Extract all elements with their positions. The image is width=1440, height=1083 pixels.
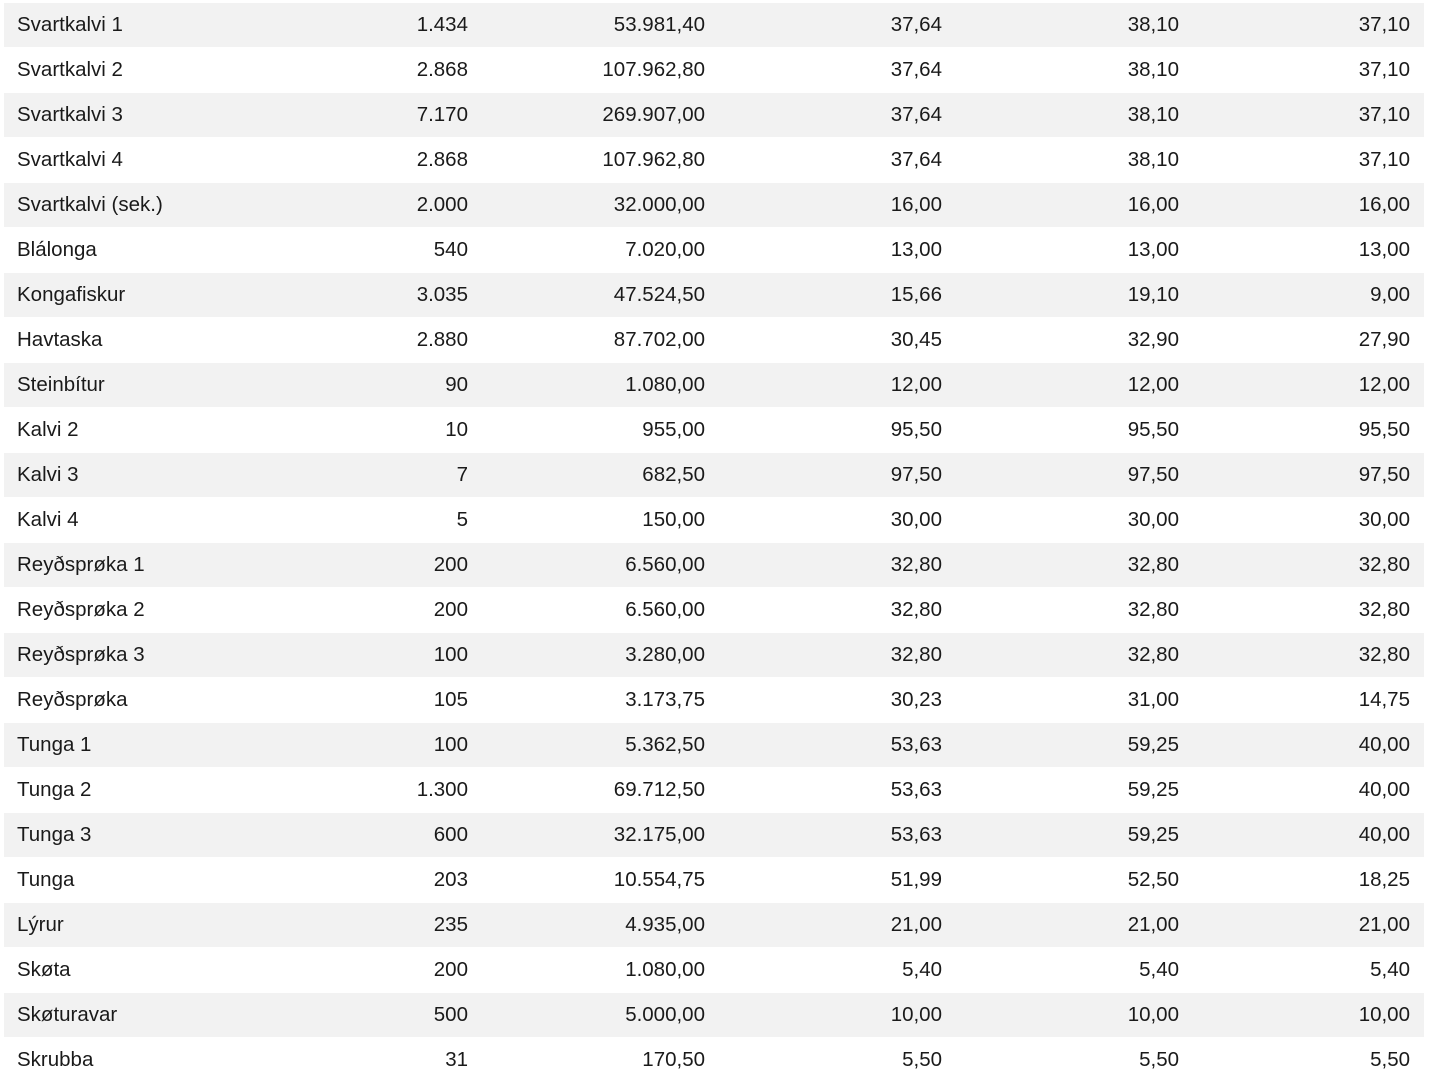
lowest-price-cell: 97,50 [1179,453,1424,498]
table-row [4,498,1424,543]
total-value-cell: 3.280,00 [468,633,705,678]
highest-price-cell: 16,00 [942,183,1179,228]
species-cell: Tunga 3 [4,813,334,858]
lowest-price-cell: 5,40 [1179,948,1424,993]
species-cell: Kongafiskur [4,273,334,318]
table-row [4,453,1424,498]
quantity-cell: 90 [334,363,468,408]
total-value-cell: 10.554,75 [468,858,705,903]
highest-price-cell: 59,25 [942,768,1179,813]
average-price-cell: 12,00 [705,363,942,408]
quantity-cell: 1.434 [334,3,468,48]
species-cell: Svartkalvi 4 [4,138,334,183]
total-value-cell: 1.080,00 [468,948,705,993]
highest-price-cell: 38,10 [942,138,1179,183]
species-cell: Lýrur [4,903,334,948]
total-value-cell: 3.173,75 [468,678,705,723]
highest-price-cell: 38,10 [942,3,1179,48]
quantity-cell: 500 [334,993,468,1038]
average-price-cell: 53,63 [705,813,942,858]
total-value-cell: 170,50 [468,1038,705,1083]
highest-price-cell: 21,00 [942,903,1179,948]
lowest-price-cell: 18,25 [1179,858,1424,903]
species-cell: Svartkalvi (sek.) [4,183,334,228]
quantity-cell: 235 [334,903,468,948]
species-cell: Svartkalvi 3 [4,93,334,138]
lowest-price-cell: 32,80 [1179,588,1424,633]
average-price-cell: 32,80 [705,588,942,633]
lowest-price-cell: 95,50 [1179,408,1424,453]
lowest-price-cell: 5,50 [1179,1038,1424,1083]
species-cell: Skøturavar [4,993,334,1038]
species-cell: Reyðsprøka 3 [4,633,334,678]
table-row [4,318,1424,363]
average-price-cell: 53,63 [705,768,942,813]
table-row [4,138,1424,183]
total-value-cell: 5.362,50 [468,723,705,768]
lowest-price-cell: 37,10 [1179,138,1424,183]
table-row [4,1038,1424,1083]
table-row [4,723,1424,768]
average-price-cell: 30,00 [705,498,942,543]
lowest-price-cell: 27,90 [1179,318,1424,363]
species-cell: Reyðsprøka 2 [4,588,334,633]
table-row [4,3,1424,48]
lowest-price-cell: 32,80 [1179,633,1424,678]
highest-price-cell: 32,80 [942,588,1179,633]
quantity-cell: 200 [334,588,468,633]
highest-price-cell: 59,25 [942,723,1179,768]
highest-price-cell: 52,50 [942,858,1179,903]
quantity-cell: 200 [334,948,468,993]
average-price-cell: 10,00 [705,993,942,1038]
species-cell: Tunga [4,858,334,903]
highest-price-cell: 38,10 [942,93,1179,138]
highest-price-cell: 30,00 [942,498,1179,543]
lowest-price-cell: 10,00 [1179,993,1424,1038]
average-price-cell: 37,64 [705,93,942,138]
species-cell: Kalvi 3 [4,453,334,498]
price-table-body [4,3,1424,1083]
total-value-cell: 955,00 [468,408,705,453]
lowest-price-cell: 12,00 [1179,363,1424,408]
species-cell: Kalvi 4 [4,498,334,543]
quantity-cell: 31 [334,1038,468,1083]
quantity-cell: 7 [334,453,468,498]
total-value-cell: 150,00 [468,498,705,543]
lowest-price-cell: 9,00 [1179,273,1424,318]
highest-price-cell: 5,50 [942,1038,1179,1083]
highest-price-cell: 19,10 [942,273,1179,318]
species-cell: Reyðsprøka [4,678,334,723]
quantity-cell: 2.868 [334,48,468,93]
species-cell: Reyðsprøka 1 [4,543,334,588]
highest-price-cell: 95,50 [942,408,1179,453]
average-price-cell: 53,63 [705,723,942,768]
total-value-cell: 269.907,00 [468,93,705,138]
total-value-cell: 107.962,80 [468,48,705,93]
quantity-cell: 105 [334,678,468,723]
total-value-cell: 1.080,00 [468,363,705,408]
average-price-cell: 51,99 [705,858,942,903]
highest-price-cell: 38,10 [942,48,1179,93]
highest-price-cell: 13,00 [942,228,1179,273]
total-value-cell: 682,50 [468,453,705,498]
highest-price-cell: 12,00 [942,363,1179,408]
average-price-cell: 37,64 [705,138,942,183]
species-cell: Steinbítur [4,363,334,408]
average-price-cell: 32,80 [705,633,942,678]
quantity-cell: 203 [334,858,468,903]
average-price-cell: 37,64 [705,3,942,48]
quantity-cell: 2.868 [334,138,468,183]
highest-price-cell: 32,80 [942,543,1179,588]
lowest-price-cell: 40,00 [1179,768,1424,813]
average-price-cell: 95,50 [705,408,942,453]
lowest-price-cell: 32,80 [1179,543,1424,588]
total-value-cell: 69.712,50 [468,768,705,813]
table-row [4,183,1424,228]
lowest-price-cell: 21,00 [1179,903,1424,948]
species-cell: Skøta [4,948,334,993]
species-cell: Kalvi 2 [4,408,334,453]
price-table-container [4,3,1424,1083]
lowest-price-cell: 37,10 [1179,93,1424,138]
highest-price-cell: 97,50 [942,453,1179,498]
table-row [4,273,1424,318]
lowest-price-cell: 40,00 [1179,723,1424,768]
lowest-price-cell: 30,00 [1179,498,1424,543]
highest-price-cell: 10,00 [942,993,1179,1038]
highest-price-cell: 32,80 [942,633,1179,678]
quantity-cell: 2.880 [334,318,468,363]
table-row [4,633,1424,678]
price-table [4,3,1424,1083]
average-price-cell: 32,80 [705,543,942,588]
lowest-price-cell: 13,00 [1179,228,1424,273]
table-row [4,408,1424,453]
quantity-cell: 1.300 [334,768,468,813]
species-cell: Tunga 1 [4,723,334,768]
species-cell: Blálonga [4,228,334,273]
species-cell: Svartkalvi 1 [4,3,334,48]
quantity-cell: 540 [334,228,468,273]
total-value-cell: 7.020,00 [468,228,705,273]
species-cell: Svartkalvi 2 [4,48,334,93]
quantity-cell: 5 [334,498,468,543]
average-price-cell: 37,64 [705,48,942,93]
table-row [4,858,1424,903]
average-price-cell: 13,00 [705,228,942,273]
total-value-cell: 6.560,00 [468,588,705,633]
lowest-price-cell: 16,00 [1179,183,1424,228]
quantity-cell: 600 [334,813,468,858]
total-value-cell: 32.000,00 [468,183,705,228]
average-price-cell: 30,45 [705,318,942,363]
lowest-price-cell: 40,00 [1179,813,1424,858]
total-value-cell: 6.560,00 [468,543,705,588]
table-row [4,993,1424,1038]
average-price-cell: 21,00 [705,903,942,948]
quantity-cell: 10 [334,408,468,453]
quantity-cell: 100 [334,723,468,768]
species-cell: Tunga 2 [4,768,334,813]
quantity-cell: 2.000 [334,183,468,228]
total-value-cell: 5.000,00 [468,993,705,1038]
average-price-cell: 5,40 [705,948,942,993]
total-value-cell: 4.935,00 [468,903,705,948]
total-value-cell: 53.981,40 [468,3,705,48]
lowest-price-cell: 37,10 [1179,3,1424,48]
lowest-price-cell: 37,10 [1179,48,1424,93]
highest-price-cell: 59,25 [942,813,1179,858]
quantity-cell: 3.035 [334,273,468,318]
table-row [4,543,1424,588]
total-value-cell: 87.702,00 [468,318,705,363]
table-row [4,768,1424,813]
table-row [4,363,1424,408]
table-row [4,588,1424,633]
total-value-cell: 107.962,80 [468,138,705,183]
table-row [4,813,1424,858]
quantity-cell: 7.170 [334,93,468,138]
highest-price-cell: 32,90 [942,318,1179,363]
average-price-cell: 30,23 [705,678,942,723]
table-row [4,48,1424,93]
highest-price-cell: 31,00 [942,678,1179,723]
average-price-cell: 16,00 [705,183,942,228]
average-price-cell: 5,50 [705,1038,942,1083]
table-row [4,228,1424,273]
total-value-cell: 32.175,00 [468,813,705,858]
quantity-cell: 100 [334,633,468,678]
quantity-cell: 200 [334,543,468,588]
highest-price-cell: 5,40 [942,948,1179,993]
species-cell: Havtaska [4,318,334,363]
lowest-price-cell: 14,75 [1179,678,1424,723]
table-row [4,678,1424,723]
table-row [4,903,1424,948]
species-cell: Skrubba [4,1038,334,1083]
total-value-cell: 47.524,50 [468,273,705,318]
table-row [4,93,1424,138]
average-price-cell: 15,66 [705,273,942,318]
average-price-cell: 97,50 [705,453,942,498]
table-row [4,948,1424,993]
